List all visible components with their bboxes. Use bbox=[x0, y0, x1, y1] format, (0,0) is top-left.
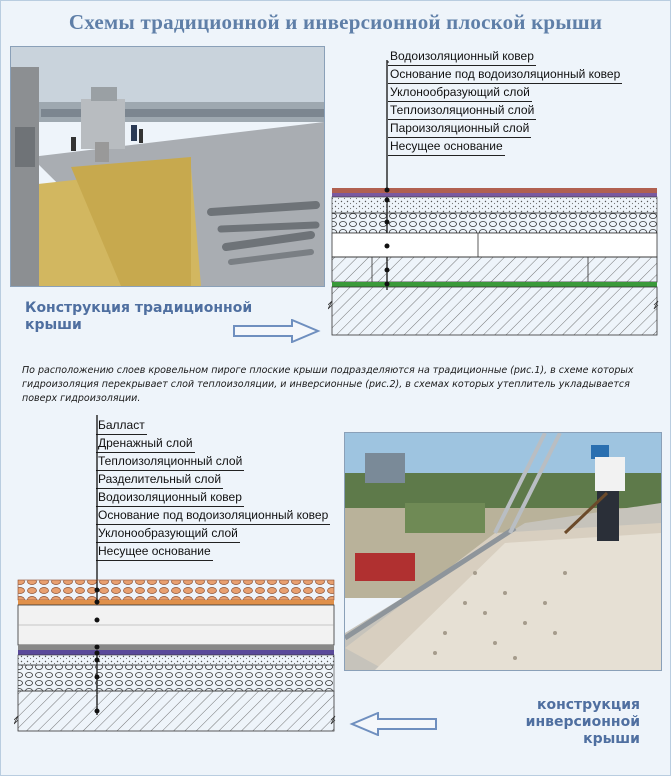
traditional-layer-1: Водоизоляционный ковер bbox=[388, 48, 622, 66]
inversion-layer-1: Балласт bbox=[96, 417, 330, 435]
inversion-layer-7: Уклонообразующий слой bbox=[96, 525, 330, 543]
inversion-layer-8: Несущее основание bbox=[96, 543, 330, 561]
inversion-layer-5: Водоизоляционный ковер bbox=[96, 489, 330, 507]
traditional-layer-5: Пароизоляционный слой bbox=[388, 120, 622, 138]
traditional-cross-section bbox=[328, 60, 663, 350]
inversion-layer-4: Разделительный слой bbox=[96, 471, 330, 489]
arrow-left-icon bbox=[348, 712, 438, 736]
traditional-caption-line1: Конструкция традиционной bbox=[25, 300, 253, 316]
description-text: По расположению слоев кровельном пироге плоские крыши подразделяются на традиционные (рис.1), в схеме которых гидроизоляция перекрывает слой теплоизоляции, и инверсионные (рис.2), в схемах которых утеплитель укладывается поверх гидроизоляции. bbox=[22, 365, 634, 404]
inversion-caption bbox=[444, 697, 640, 748]
traditional-caption bbox=[25, 300, 252, 334]
inversion-layer-6: Основание под водоизоляционный ковер bbox=[96, 507, 330, 525]
traditional-roof-photo bbox=[10, 46, 325, 287]
inversion-layer-3: Теплоизоляционный слой bbox=[96, 453, 330, 471]
inversion-caption-line2: крыши bbox=[583, 731, 640, 747]
inversion-caption-line1: конструкция инверсионной bbox=[525, 697, 640, 730]
page-title: Схемы традиционной и инверсионной плоской крыши bbox=[68, 10, 603, 34]
traditional-layer-4: Теплоизоляционный слой bbox=[388, 102, 622, 120]
traditional-layer-2: Основание под водоизоляционный ковер bbox=[388, 66, 622, 84]
traditional-layer-3: Уклонообразующий слой bbox=[388, 84, 622, 102]
inversion-cross-section bbox=[14, 415, 339, 735]
arrow-right-icon bbox=[232, 319, 322, 343]
inversion-layer-2: Дренажный слой bbox=[96, 435, 330, 453]
traditional-caption-line2: крыши bbox=[25, 317, 82, 333]
traditional-layer-6: Несущее основание bbox=[388, 138, 622, 156]
inversion-roof-photo bbox=[344, 432, 662, 671]
